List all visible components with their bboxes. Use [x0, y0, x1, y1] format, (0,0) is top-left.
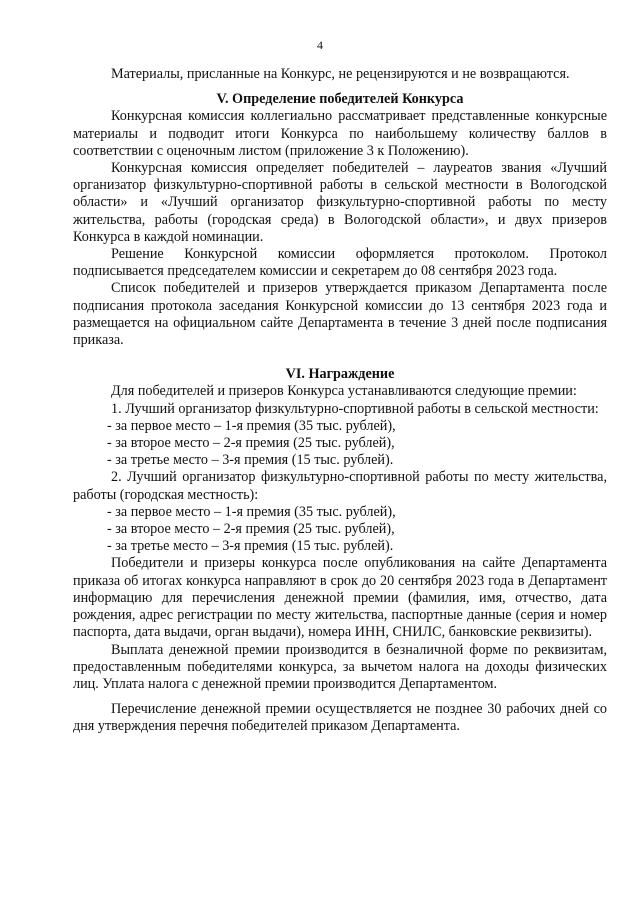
list-item: - за второе место – 2-я премия (25 тыс. рублей),	[107, 435, 395, 452]
paragraph-transfer: Перечисление денежной премии осуществляется не позднее 30 рабочих дней со дня утверждения перечня победителей приказом Департамента.	[73, 701, 607, 735]
paragraph-prizes-intro: Для победителей и призеров Конкурса устанавливаются следующие премии:	[111, 383, 577, 400]
list-item: - за первое место – 1-я премия (35 тыс. рублей),	[107, 503, 396, 520]
list-item: - за второе место – 2-я премия (25 тыс. рублей),	[107, 521, 395, 538]
document-body	[73, 66, 607, 736]
list-item: - за первое место – 1-я премия (35 тыс. рублей),	[107, 417, 396, 434]
paragraph-materials: Материалы, присланные на Конкурс, не рецензируются и не возвращаются.	[111, 66, 570, 82]
paragraph-payment: Выплата денежной премии производится в безналичной форме по реквизитам, предоставленным победителями конкурса, за вычетом налога на доходы физических лиц. Уплата налога с денежной премии производится Департаментом.	[73, 641, 607, 692]
section-heading-winners: V. Определение победителей Конкурса	[216, 91, 464, 108]
paragraph-commission-winners: Конкурсная комиссия определяет победителей – лауреатов звания «Лучший организатор физкультурно-спортивной работы в сельской местности в Вологодской области» и «Лучший организатор физкультурно-спортивной работы по месту жительства, работы (городская среда) в Вологодской области», и двух призеров Конкурса в каждой номинации.	[73, 160, 607, 245]
page-number: 4	[317, 38, 323, 52]
list-item: - за третье место – 3-я премия (15 тыс. рублей).	[107, 538, 394, 555]
list-item: - за третье место – 3-я премия (15 тыс. рублей).	[107, 452, 394, 469]
paragraph-winners-info: Победители и призеры конкурса после опубликования на сайте Департамента приказа об итогах конкурса направляют в срок до 20 сентября 2023 года в Департамент информацию для перечисления денежной премии (фамилия, имя, отчество, дата рождения, адрес регистрации по месту жительства, паспортные данные (серия и номер паспорта, дата выдачи, орган выдачи), номера ИНН, СНИЛС, банковские реквизиты).	[73, 555, 607, 641]
section-heading-awards: VI. Награждение	[285, 366, 395, 383]
paragraph-winners-list: Список победителей и призеров утверждается приказом Департамента после подписания протокола заседания Конкурсной комиссии до 13 сентября 2023 года и размещается на официальном сайте Департамента в течение 3 дней после подписания приказа.	[73, 280, 607, 349]
paragraph-protocol: Решение Конкурсной комиссии оформляется протоколом. Протокол подписывается председателем комиссии и секретарем до 08 сентября 2023 года.	[73, 246, 607, 280]
nomination-rural: 1. Лучший организатор физкультурно-спортивной работы в сельской местности:	[111, 400, 599, 417]
nomination-urban: 2. Лучший организатор физкультурно-спортивной работы по месту жительства, работы (городская местность):	[73, 469, 607, 503]
paragraph-commission-review: Конкурсная комиссия коллегиально рассматривает представленные конкурсные материалы и подводит итоги Конкурса по наибольшему количеству баллов в соответствии с оценочным листом (приложение 3 к Положению).	[73, 108, 607, 159]
